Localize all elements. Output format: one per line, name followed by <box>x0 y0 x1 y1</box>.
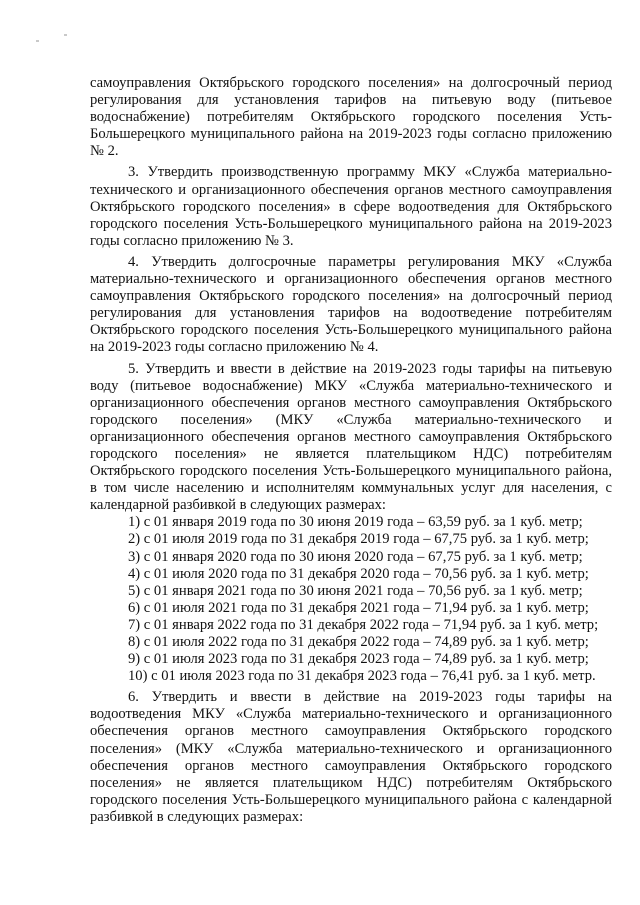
scan-artifact-mark <box>36 40 39 42</box>
tariff-item: 6) с 01 июля 2021 года по 31 декабря 2021 года – 71,94 руб. за 1 куб. метр; <box>128 599 589 616</box>
tariff-item: 3) с 01 января 2020 года по 30 июня 2020 года – 67,75 руб. за 1 куб. метр; <box>128 548 583 565</box>
tariff-item: 9) с 01 июля 2023 года по 31 декабря 2023 года – 74,89 руб. за 1 куб. метр; <box>128 651 589 668</box>
tariff-item: 5) с 01 января 2021 года по 30 июня 2021 года – 70,56 руб. за 1 куб. метр; <box>128 582 583 599</box>
tariff-item: 4) с 01 июля 2020 года по 31 декабря 2020 года – 70,56 руб. за 1 куб. метр; <box>128 565 589 582</box>
tariff-item: 1) с 01 января 2019 года по 30 июня 2019 года – 63,59 руб. за 1 куб. метр; <box>128 514 583 531</box>
scan-artifact-mark <box>64 34 67 36</box>
paragraph-item-6: 6. Утвердить и ввести в действие на 2019-2023 годы тарифы на водоотведения МКУ «Служба материально-технического и организационного обеспечения органов местного самоуправления Октябрьского городского поселения» (МКУ «Служба материально-технического и организационного обеспечения органов местного самоуправления Октябрьского городского поселения» не является плательщиком НДС) потребителям Октябрьского городского поселения Усть-Большерецкого муниципального района с календарной разбивкой в следующих размерах: <box>90 689 612 825</box>
paragraph-continuation: самоуправления Октябрьского городского поселения» на долгосрочный период регулирования для установления тарифов на питьевую воду (питьевое водоснабжение) потребителям Октябрьского городского поселения Усть-Большерецкого муниципального района на 2019-2023 годы согласно приложению № 2. <box>90 75 612 160</box>
paragraph-item-3: 3. Утвердить производственную программу МКУ «Служба материально-технического и организационного обеспечения органов местного самоуправления Октябрьского городского поселения» в сфере водоотведения для Октябрьского городского поселения Усть-Большерецкого муниципального района на 2019-2023 годы согласно приложению № 3. <box>90 164 612 249</box>
tariff-item: 10) с 01 июля 2023 года по 31 декабря 2023 года – 76,41 руб. за 1 куб. метр. <box>128 668 596 685</box>
tariff-item: 8) с 01 июля 2022 года по 31 декабря 2022 года – 74,89 руб. за 1 куб. метр; <box>128 634 589 650</box>
tariff-item: 2) с 01 июля 2019 года по 31 декабря 2019 года – 67,75 руб. за 1 куб. метр; <box>128 531 589 548</box>
tariff-item: 7) с 01 января 2022 года по 31 декабря 2022 года – 71,94 руб. за 1 куб. метр; <box>128 616 599 633</box>
tariff-list <box>90 514 612 685</box>
paragraph-item-5: 5. Утвердить и ввести в действие на 2019-2023 годы тарифы на питьевую воду (питьевое водоснабжение) МКУ «Служба материально-технического и организационного обеспечения органов местного самоуправления Октябрьского городского поселения» (МКУ «Служба материально-технического и организационного обеспечения органов местного самоуправления Октябрьского городского поселения» не является плательщиком НДС) потребителям Октябрьского городского поселения Усть-Большерецкого муниципального района, в том числе населению и исполнителям коммунальных услуг для населения, с календарной разбивкой в следующих размерах: <box>90 360 612 514</box>
document-body <box>90 75 612 826</box>
paragraph-item-4: 4. Утвердить долгосрочные параметры регулирования МКУ «Служба материально-технического и организационного обеспечения органов местного самоуправления Октябрьского городского поселения» на долгосрочный период регулирования для установления тарифов на водоотведение потребителям Октябрьского городского поселения Усть-Большерецкого муниципального района на 2019-2023 годы согласно приложению № 4. <box>90 253 612 356</box>
